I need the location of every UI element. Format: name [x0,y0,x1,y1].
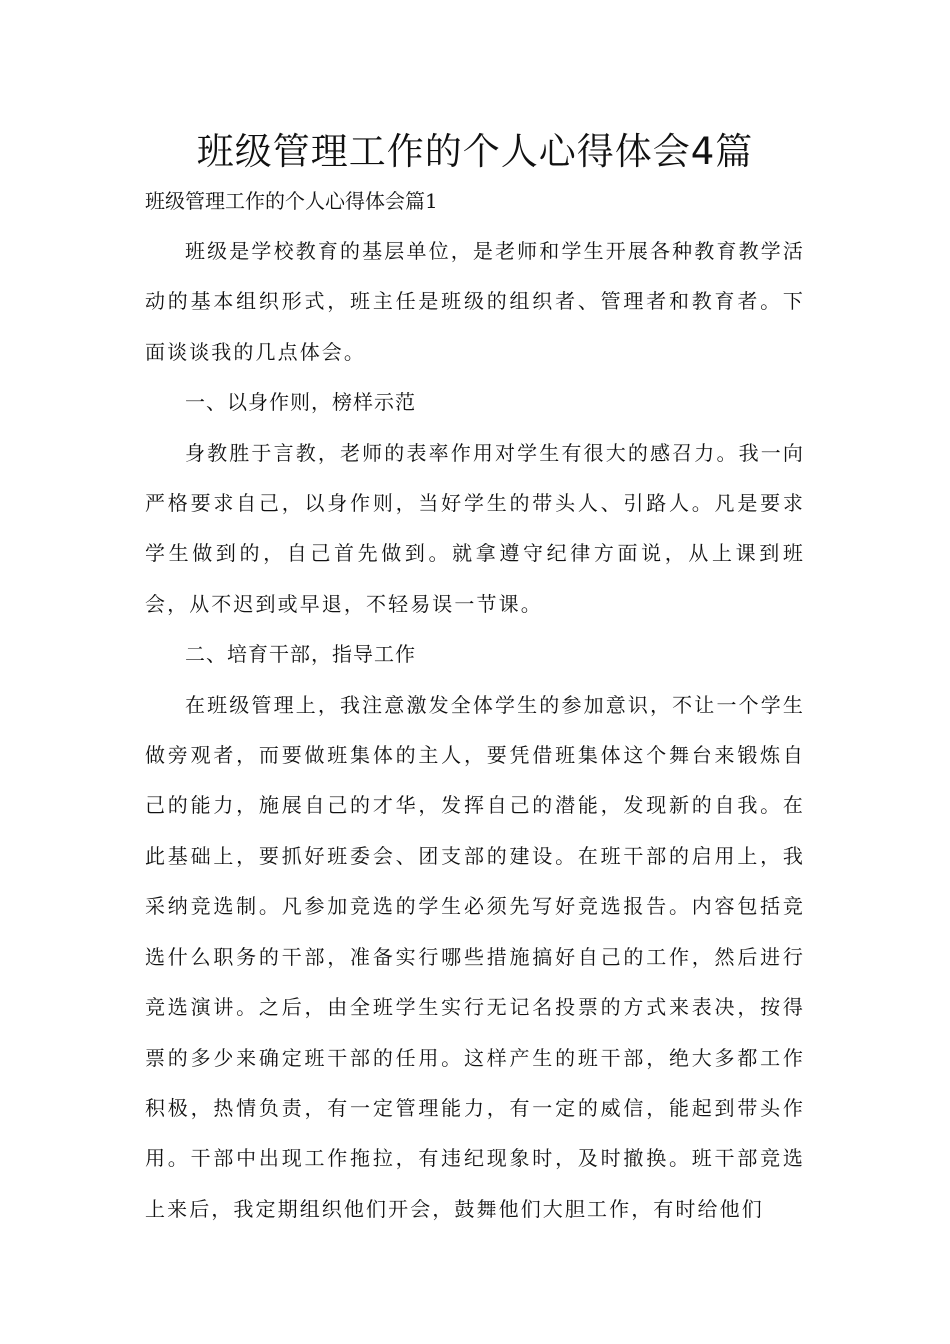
section-heading-1: 一、以身作则，榜样示范 [185,390,416,415]
section-heading-2: 二、培育干部，指导工作 [185,642,416,667]
document-body [145,226,805,1234]
section-subtitle: 班级管理工作的个人心得体会篇1 [145,189,438,213]
body-paragraph-1: 身教胜于言教，老师的表率作用对学生有很大的感召力。我一向严格要求自己，以身作则，当好学生的带头人、引路人。凡是要求学生做到的，自己首先做到。就拿遵守纪律方面说，从上课到班会，从不迟到或早退，不轻易误一节课。 [145,440,805,616]
intro-paragraph: 班级是学校教育的基层单位，是老师和学生开展各种教育教学活动的基本组织形式，班主任是班级的组织者、管理者和教育者。下面谈谈我的几点体会。 [145,239,805,364]
document-title: 班级管理工作的个人心得体会4篇 [196,130,754,173]
body-paragraph-2: 在班级管理上，我注意激发全体学生的参加意识，不让一个学生做旁观者，而要做班集体的主人，要凭借班集体这个舞台来锻炼自己的能力，施展自己的才华，发挥自己的潜能，发现新的自我。在此基础上，要抓好班委会、团支部的建设。在班干部的启用上，我采纳竞选制。凡参加竞选的学生必须先写好竞选报告。内容包括竞选什么职务的干部，准备实行哪些措施搞好自己的工作，然后进行竞选演讲。之后，由全班学生实行无记名投票的方式来表决，按得票的多少来确定班干部的任用。这样产生的班干部，绝大多都工作积极，热情负责，有一定管理能力，有一定的威信，能起到带头作用。干部中出现工作拖拉，有违纪现象时，及时撤换。班干部竞选上来后，我定期组织他们开会，鼓舞他们大胆工作，有时给他们 [145,692,805,1221]
